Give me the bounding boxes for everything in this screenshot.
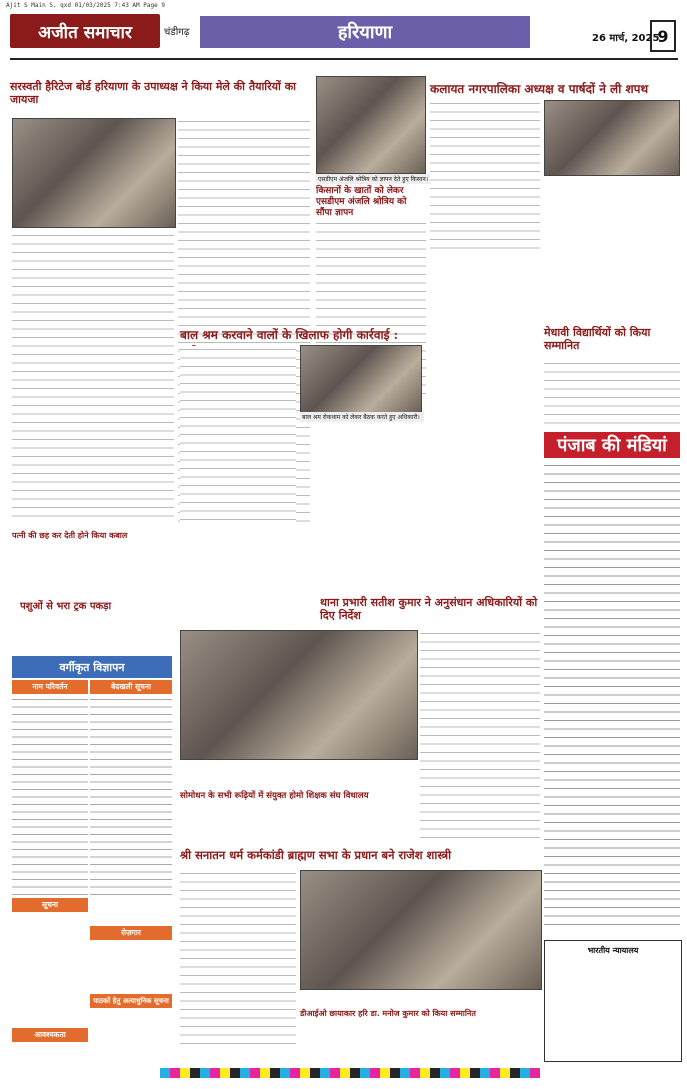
story-2-photo — [544, 100, 680, 176]
story-2-headline: कलायत नगरपालिका अध्यक्ष व पार्षदों ने ली शपथ — [430, 82, 649, 96]
punjab-mandi-rates — [544, 462, 680, 932]
punjab-mandi-box-title: पंजाब की मंडियां — [544, 432, 680, 458]
story-5-headline: मेधावी विद्यार्थियों को किया सम्मानित — [544, 326, 651, 352]
masthead — [10, 14, 678, 60]
story-6-headline: थाना प्रभारी सतीश कुमार ने अनुसंधान अधिकारियों को दिए निर्देश — [320, 596, 538, 622]
court-notice-title: भारतीय न्यायालय — [587, 946, 639, 955]
story-4-photo — [300, 345, 422, 413]
story-1-photo — [12, 118, 176, 228]
classifieds-paper: पाठकों हेतु अत्याधुनिक सूचना — [90, 994, 172, 1008]
page-number: 9 — [650, 20, 676, 52]
story-6-body — [420, 630, 540, 840]
court-notice-ad — [544, 940, 682, 1062]
story-7-body — [180, 870, 296, 1050]
story-4-body — [180, 346, 296, 526]
classifieds-col2 — [90, 696, 172, 896]
story-9-headline: पशुओं से भरा ट्रक पकड़ा — [20, 601, 112, 612]
classifieds-title: वर्गीकृत विज्ञापन — [12, 656, 172, 678]
story-5-body — [544, 360, 680, 430]
story-10-headline: डीआईओ छायाकार हरि डा. मनोज कुमार को किया सम्मानित — [300, 1008, 476, 1018]
classifieds-sad-news: बेदखली सूचना — [90, 680, 172, 694]
date: 26 मार्च, 2025 — [592, 33, 660, 44]
print-color-bar — [160, 1068, 540, 1078]
classifieds-name-change: नाम परिवर्तन — [12, 680, 88, 694]
story-4-headline: बाल श्रम करवाने वालों के खिलाफ होगी कार्रवाई : — [180, 328, 399, 342]
story-3-caption: एसडीएम अंजलि श्रोत्रिय को ज्ञापन देते हुए किसान। — [316, 174, 432, 184]
edition-label: चंडीगढ़ — [164, 27, 190, 38]
story-11-headline: सोमोधन के सभी रूढ़ियों में संयुक्त होमो शिक्षक संघ विधालय — [180, 791, 369, 801]
story-7-headline: श्री सनातन धर्म कर्मकांडी ब्राह्मण सभा के प्रधान बने राजेश शास्त्री — [180, 848, 452, 862]
print-slug: Ajit S Main S. qxd 01/03/2025 7:43 AM Page 9 — [6, 2, 165, 9]
story-2-body — [430, 100, 540, 250]
section-title: हरियाणा — [200, 16, 530, 48]
story-1-body — [12, 232, 174, 524]
classifieds-notice: सूचना — [12, 898, 88, 912]
story-1-headline: सरस्वती हैरिटेज बोर्ड हरियाणा के उपाध्यक्ष ने किया मेले की तैयारियों का जायजा — [10, 80, 297, 106]
classifieds-jobs: रोज़गार — [90, 926, 172, 940]
story-4-caption: बाल श्रम रोकथाम को लेकर बैठक करते हुए अधिकारी। — [300, 412, 424, 422]
story-8-headline: पत्नी की छह कर देती होने किया कबाल — [12, 530, 128, 540]
story-6-photo — [180, 630, 418, 760]
story-3-headline: किसानों के खातों को लेकर एसडीएम अंजलि श्रोत्रिय को सौंपा ज्ञापन — [316, 186, 407, 218]
newspaper-logo: अजीत समाचार — [10, 14, 160, 48]
story-3-photo — [316, 76, 426, 174]
classifieds-col1 — [12, 696, 88, 896]
story-7-photo — [300, 870, 542, 990]
classifieds-needs: आवश्यकता — [12, 1028, 88, 1042]
